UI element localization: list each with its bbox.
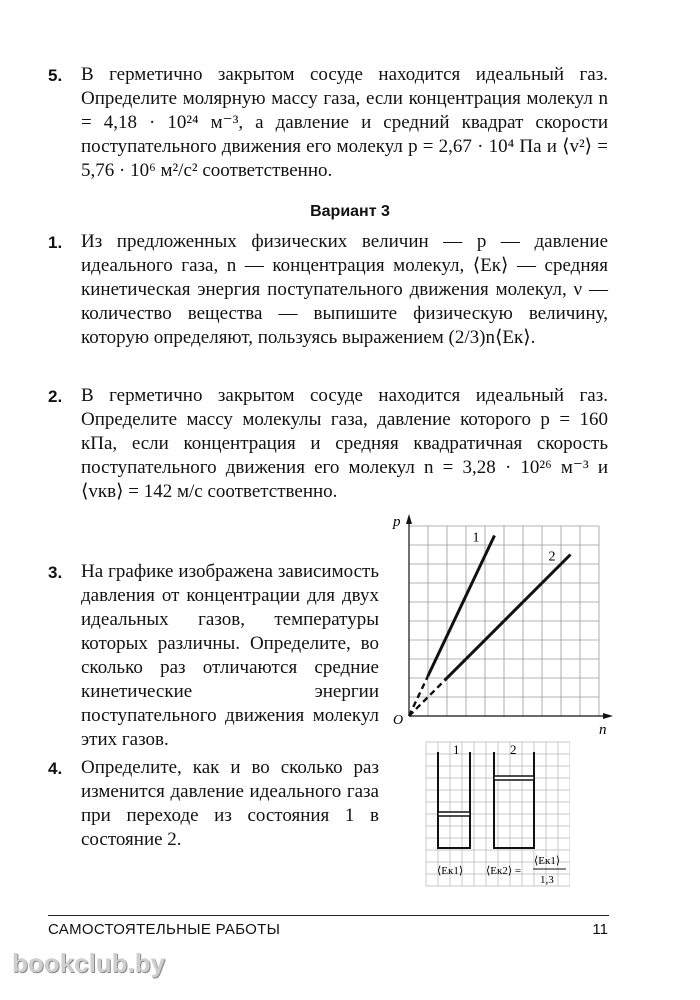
vessels-diagram [424, 740, 570, 890]
footer-rule [48, 915, 609, 916]
line-2-dashed [409, 680, 445, 716]
vessel-1-caption: ⟨Eк1⟩ [437, 865, 464, 877]
problem-5-number: 5. [48, 66, 63, 85]
problem-5-text: В герметично закрытом сосуде находится идеальный газ. Определите молярную массу газа, если концентрация молекул n = 4,18 · 10²⁴ м⁻³, а давление и средний квадрат скорости поступательного движения его молекул p = 2,67 · 10⁴ Па и ⟨v²⟩ = 5,76 · 10⁶ м²/с² соответственно. [81, 64, 608, 181]
vessel-1 [438, 752, 470, 848]
vessel-2-label: 2 [510, 742, 517, 757]
piston-2 [494, 776, 534, 780]
problem-4-number: 4. [48, 759, 63, 778]
vessel-1-label: 1 [453, 742, 460, 757]
line-1 [428, 536, 495, 677]
line-2 [445, 555, 571, 681]
problem-3-text: На графике изображена зависимость давления от концентрации для двух идеальных газов, температуры которых различны. Определите, во сколько раз отличаются средние кинетические энергии поступательного движения молекул этих газов. [81, 561, 379, 750]
line-1-dashed [409, 676, 428, 716]
origin-label: O [393, 713, 404, 728]
vessel-2-caption: ⟨Eк2⟩ = [486, 865, 522, 877]
problem-2-text: В герметично закрытом сосуде находится идеальный газ. Определите массу молекулы газа, давление которого p = 160 кПа, если концентрация и средняя квадратичная скорость поступательного движения его молекул n = 3,28 · 10²⁶ м⁻³ и ⟨vкв⟩ = 142 м/с соответственно. [81, 385, 608, 502]
page-number: 11 [592, 921, 608, 938]
problem-1-text: Из предложенных физических величин — p — давление идеального газа, n — концентрация молекул, ⟨Eк⟩ — средняя кинетическая энергия поступательного движения молекул, ν — количество вещества — выпишите физическую величину, которую определяют, пользуясь выражением (2/3)n⟨Eк⟩. [81, 231, 608, 348]
problem-4-text: Определите, как и во сколько раз изменится давление идеального газа при переходе из состояния 1 в состояние 2. [81, 757, 379, 850]
line-1-label: 1 [472, 530, 480, 546]
x-axis-arrow-icon [603, 713, 613, 719]
problem-3-number: 3. [48, 563, 63, 582]
y-axis-arrow-icon [406, 514, 412, 524]
x-axis-label: n [599, 722, 607, 738]
problem-1-number: 1. [48, 233, 63, 252]
variant-heading: Вариант 3 [310, 203, 390, 220]
problem-2-number: 2. [48, 387, 63, 406]
vessel-2-caption-denominator: 1,3 [540, 874, 554, 886]
vessel-2-caption-numerator: ⟨Eк1⟩ [534, 855, 561, 867]
pressure-concentration-graph [385, 512, 615, 742]
footer-title: САМОСТОЯТЕЛЬНЫЕ РАБОТЫ [48, 921, 281, 938]
y-axis-label: p [393, 514, 401, 530]
piston-1 [438, 812, 470, 816]
vessel-2 [494, 752, 534, 848]
line-2-label: 2 [548, 549, 556, 565]
watermark-logo: bookclub.by [12, 948, 166, 978]
